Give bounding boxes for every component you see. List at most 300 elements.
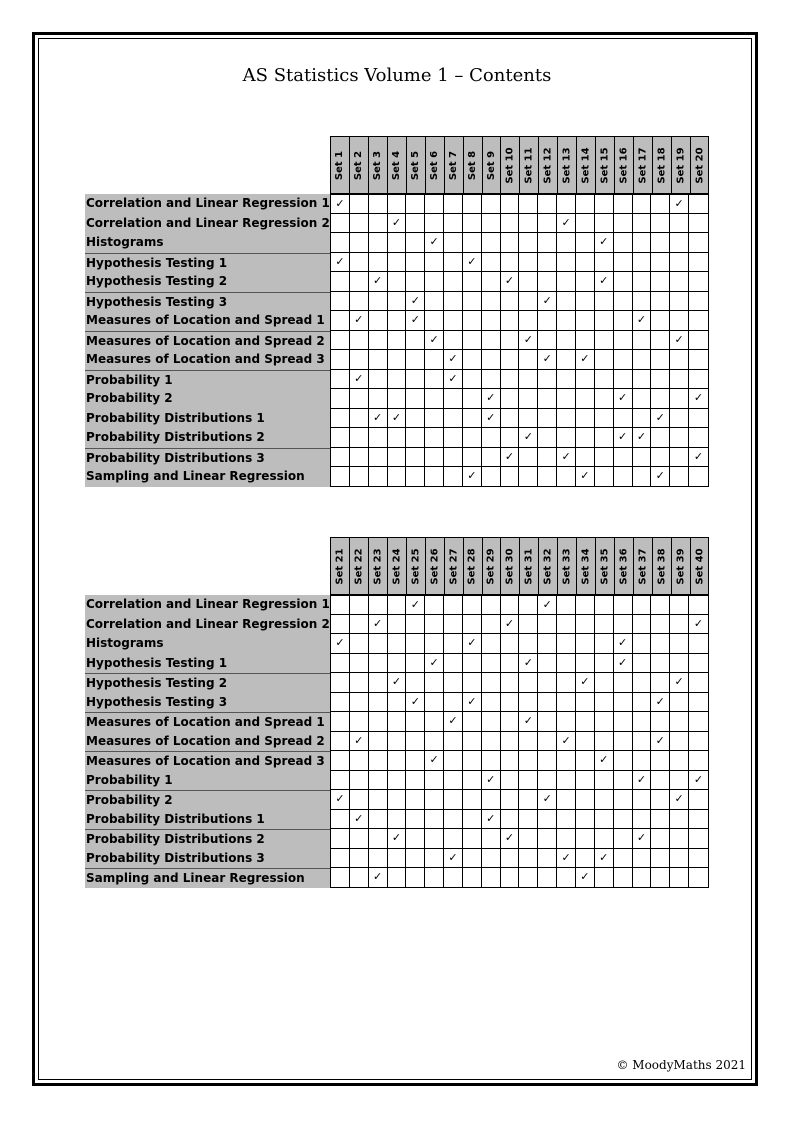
empty-cell [557,829,576,849]
topic-label: Probability Distributions 2 [85,829,330,849]
set-label: Set 11 [523,146,535,184]
empty-cell [444,409,463,429]
check-cells [330,673,709,693]
empty-cell [633,868,652,888]
empty-cell [331,810,350,830]
empty-cell [633,253,652,273]
topic-label: Probability 1 [85,771,330,791]
empty-cell [670,389,689,409]
empty-cell [444,829,463,849]
empty-cell [369,331,388,351]
empty-cell [576,448,595,468]
empty-cell [406,350,425,370]
check-mark-icon: ✓ [331,790,350,810]
check-mark-icon: ✓ [576,467,595,487]
check-mark-icon: ✓ [406,595,425,615]
empty-cell [538,409,557,429]
empty-cell [331,732,350,752]
table-row [85,868,709,888]
empty-cell [482,732,501,752]
check-cells [330,389,709,409]
empty-cell [576,771,595,791]
empty-cell [670,253,689,273]
empty-cell [670,233,689,253]
empty-cell [425,790,444,810]
set-header-cell [596,137,615,193]
topic-label: Correlation and Linear Regression 1 [85,595,330,615]
empty-cell [425,214,444,234]
empty-cell [501,467,520,487]
empty-cell [576,595,595,615]
empty-cell [444,428,463,448]
set-label: Set 13 [561,146,573,184]
empty-cell [538,467,557,487]
set-label: Set 24 [391,547,403,585]
empty-cell [538,771,557,791]
set-label: Set 7 [448,150,460,180]
empty-cell [557,389,576,409]
check-mark-icon: ✓ [406,311,425,331]
empty-cell [576,615,595,635]
empty-cell [444,194,463,214]
empty-cell [331,712,350,732]
empty-cell [444,693,463,713]
check-mark-icon: ✓ [614,634,633,654]
empty-cell [689,292,708,312]
empty-cell [614,673,633,693]
empty-cell [538,428,557,448]
empty-cell [576,732,595,752]
empty-cell [369,732,388,752]
check-mark-icon: ✓ [651,732,670,752]
empty-cell [463,615,482,635]
empty-cell [331,595,350,615]
empty-cell [482,693,501,713]
check-mark-icon: ✓ [444,712,463,732]
empty-cell [689,370,708,390]
set-label: Set 21 [334,547,346,585]
empty-cell [350,615,369,635]
empty-cell [425,428,444,448]
empty-cell [614,272,633,292]
check-mark-icon: ✓ [388,214,407,234]
empty-cell [614,253,633,273]
empty-cell [633,214,652,234]
empty-cell [670,634,689,654]
empty-cell [463,194,482,214]
empty-cell [463,673,482,693]
empty-cell [425,615,444,635]
empty-cell [651,311,670,331]
table-row [85,829,709,849]
empty-cell [689,233,708,253]
empty-cell [501,428,520,448]
check-mark-icon: ✓ [331,634,350,654]
check-mark-icon: ✓ [689,448,708,468]
check-cells [330,428,709,448]
empty-cell [331,849,350,869]
empty-cell [350,428,369,448]
empty-cell [388,712,407,732]
set-header-cell [464,137,483,193]
empty-cell [614,849,633,869]
empty-cell [538,673,557,693]
table-row [85,370,709,390]
empty-cell [350,693,369,713]
empty-cell [519,810,538,830]
set-label: Set 26 [429,547,441,585]
empty-cell [406,389,425,409]
empty-cell [331,233,350,253]
empty-cell [369,634,388,654]
empty-cell [388,194,407,214]
check-mark-icon: ✓ [538,292,557,312]
empty-cell [689,311,708,331]
empty-cell [689,595,708,615]
set-header-cell [331,538,350,594]
empty-cell [519,771,538,791]
empty-cell [670,732,689,752]
empty-cell [670,409,689,429]
empty-cell [538,732,557,752]
empty-cell [425,272,444,292]
set-label: Set 2 [353,150,365,180]
check-mark-icon: ✓ [557,448,576,468]
empty-cell [651,448,670,468]
check-mark-icon: ✓ [614,654,633,674]
set-label: Set 23 [372,547,384,585]
set-header-cell [350,137,369,193]
check-cells [330,311,709,331]
empty-cell [670,595,689,615]
set-label: Set 4 [391,150,403,180]
set-label: Set 17 [637,146,649,184]
empty-cell [444,448,463,468]
empty-cell [651,615,670,635]
empty-cell [444,634,463,654]
empty-cell [463,712,482,732]
set-label: Set 18 [656,146,668,184]
check-mark-icon: ✓ [425,331,444,351]
check-mark-icon: ✓ [670,194,689,214]
empty-cell [538,829,557,849]
empty-cell [425,693,444,713]
empty-cell [406,751,425,771]
empty-cell [538,751,557,771]
check-mark-icon: ✓ [651,467,670,487]
empty-cell [651,350,670,370]
empty-cell [538,634,557,654]
empty-cell [670,810,689,830]
empty-cell [614,868,633,888]
empty-cell [425,810,444,830]
topic-label: Probability Distributions 3 [85,849,330,869]
empty-cell [369,654,388,674]
set-header-cell [653,137,672,193]
check-cells [330,634,709,654]
empty-cell [350,448,369,468]
empty-cell [576,389,595,409]
empty-cell [633,194,652,214]
check-mark-icon: ✓ [331,253,350,273]
table-row [85,428,709,448]
empty-cell [538,712,557,732]
empty-cell [501,751,520,771]
empty-cell [331,868,350,888]
empty-cell [501,253,520,273]
check-mark-icon: ✓ [444,849,463,869]
empty-cell [614,712,633,732]
set-header-cell [577,538,596,594]
empty-cell [482,595,501,615]
table-row [85,654,709,674]
empty-cell [633,595,652,615]
empty-cell [331,448,350,468]
empty-cell [463,370,482,390]
empty-cell [519,868,538,888]
empty-cell [463,790,482,810]
table-row [85,732,709,752]
empty-cell [406,194,425,214]
empty-cell [388,868,407,888]
topic-label: Measures of Location and Spread 3 [85,350,330,370]
empty-cell [614,350,633,370]
empty-cell [557,331,576,351]
empty-cell [331,428,350,448]
check-cells [330,214,709,234]
empty-cell [689,810,708,830]
empty-cell [501,194,520,214]
empty-cell [406,673,425,693]
empty-cell [369,233,388,253]
empty-cell [670,693,689,713]
set-header-cell [445,137,464,193]
set-label: Set 9 [485,150,497,180]
set-header-cell [558,538,577,594]
empty-cell [576,790,595,810]
empty-cell [425,634,444,654]
set-header-cell [634,137,653,193]
empty-cell [595,654,614,674]
empty-cell [595,389,614,409]
empty-cell [557,194,576,214]
empty-cell [463,732,482,752]
empty-cell [614,810,633,830]
empty-cell [369,292,388,312]
empty-cell [595,634,614,654]
empty-cell [406,790,425,810]
empty-cell [482,272,501,292]
empty-cell [406,829,425,849]
empty-cell [388,693,407,713]
empty-cell [633,331,652,351]
topic-label: Histograms [85,634,330,654]
empty-cell [369,370,388,390]
table-row [85,448,709,468]
empty-cell [557,272,576,292]
set-header-cell [615,538,634,594]
empty-cell [369,829,388,849]
empty-cell [576,829,595,849]
empty-cell [595,712,614,732]
set-header-cell [520,538,539,594]
empty-cell [557,409,576,429]
empty-cell [482,673,501,693]
empty-cell [633,233,652,253]
set-label: Set 14 [580,146,592,184]
empty-cell [369,849,388,869]
empty-cell [538,448,557,468]
check-mark-icon: ✓ [633,771,652,791]
empty-cell [388,771,407,791]
empty-cell [538,214,557,234]
check-mark-icon: ✓ [369,272,388,292]
empty-cell [463,448,482,468]
empty-cell [406,331,425,351]
empty-cell [406,467,425,487]
empty-cell [519,673,538,693]
empty-cell [482,370,501,390]
topic-label: Sampling and Linear Regression [85,467,330,487]
empty-cell [444,272,463,292]
topic-label: Probability Distributions 1 [85,409,330,429]
check-mark-icon: ✓ [576,868,595,888]
empty-cell [538,331,557,351]
empty-cell [576,292,595,312]
set-header-cell [369,538,388,594]
empty-cell [388,272,407,292]
check-mark-icon: ✓ [331,194,350,214]
empty-cell [576,331,595,351]
empty-cell [670,214,689,234]
empty-cell [557,350,576,370]
check-mark-icon: ✓ [689,389,708,409]
empty-cell [519,467,538,487]
empty-cell [501,389,520,409]
empty-cell [406,370,425,390]
empty-cell [444,311,463,331]
topic-label: Correlation and Linear Regression 1 [85,194,330,214]
empty-cell [463,595,482,615]
empty-cell [501,311,520,331]
empty-cell [388,428,407,448]
empty-cell [576,428,595,448]
check-mark-icon: ✓ [576,350,595,370]
empty-cell [406,272,425,292]
set-header-cell [426,538,445,594]
check-cells [330,331,709,351]
empty-cell [425,849,444,869]
empty-cell [501,214,520,234]
empty-cell [651,634,670,654]
empty-cell [557,311,576,331]
empty-cell [482,350,501,370]
empty-cell [501,350,520,370]
empty-cell [576,311,595,331]
empty-cell [425,292,444,312]
set-label: Set 30 [504,547,516,585]
empty-cell [557,810,576,830]
check-mark-icon: ✓ [369,615,388,635]
empty-cell [651,810,670,830]
empty-cell [557,253,576,273]
empty-cell [501,712,520,732]
empty-cell [406,849,425,869]
table-row [85,272,709,292]
check-mark-icon: ✓ [425,233,444,253]
empty-cell [406,771,425,791]
empty-cell [633,292,652,312]
empty-cell [595,673,614,693]
empty-cell [538,311,557,331]
check-mark-icon: ✓ [369,409,388,429]
set-header-row [330,136,709,194]
empty-cell [557,790,576,810]
empty-cell [689,253,708,273]
empty-cell [519,409,538,429]
empty-cell [444,253,463,273]
check-cells [330,615,709,635]
empty-cell [519,214,538,234]
empty-cell [425,253,444,273]
empty-cell [463,389,482,409]
empty-cell [576,810,595,830]
empty-cell [463,350,482,370]
empty-cell [482,311,501,331]
table-row [85,790,709,810]
empty-cell [670,615,689,635]
empty-cell [595,790,614,810]
set-header-cell [691,137,710,193]
empty-cell [501,654,520,674]
empty-cell [444,233,463,253]
topic-label: Hypothesis Testing 1 [85,253,330,273]
empty-cell [369,810,388,830]
check-cells [330,829,709,849]
empty-cell [369,194,388,214]
empty-cell [350,350,369,370]
empty-cell [557,595,576,615]
check-cells [330,849,709,869]
empty-cell [633,409,652,429]
set-label: Set 34 [580,547,592,585]
check-mark-icon: ✓ [482,810,501,830]
empty-cell [331,370,350,390]
empty-cell [444,292,463,312]
empty-cell [595,331,614,351]
empty-cell [595,595,614,615]
table-row [85,292,709,312]
empty-cell [463,409,482,429]
empty-cell [388,389,407,409]
check-mark-icon: ✓ [595,751,614,771]
empty-cell [350,331,369,351]
empty-cell [689,634,708,654]
empty-cell [369,428,388,448]
check-mark-icon: ✓ [388,409,407,429]
set-header-cell [369,137,388,193]
check-mark-icon: ✓ [406,292,425,312]
empty-cell [689,331,708,351]
empty-cell [501,233,520,253]
empty-cell [369,214,388,234]
empty-cell [576,194,595,214]
empty-cell [331,771,350,791]
empty-cell [406,615,425,635]
empty-cell [519,790,538,810]
set-label: Set 32 [542,547,554,585]
table-row [85,253,709,273]
